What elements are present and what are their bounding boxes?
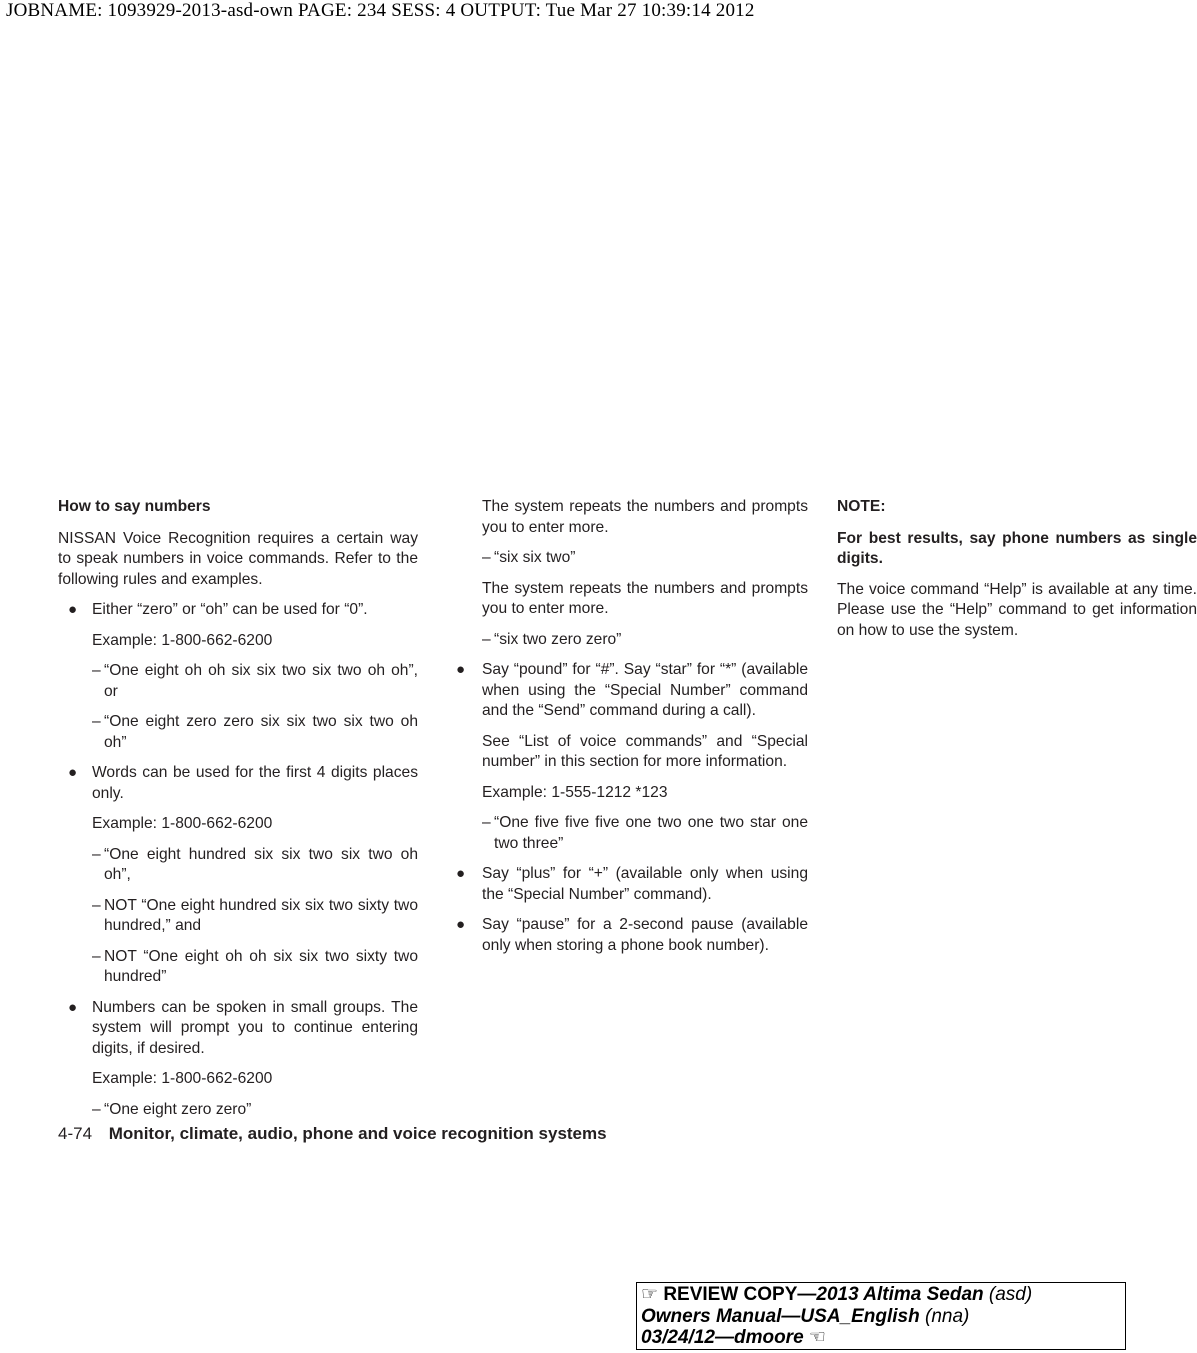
dash-item (58, 947, 418, 988)
dash-icon: – (482, 549, 491, 566)
dash-icon: – (482, 814, 491, 831)
bullet-icon: ● (68, 601, 78, 618)
paragraph: The system repeats the numbers and prompts you to enter more. (482, 498, 808, 536)
note-text: For best results, say phone numbers as single digits. (837, 529, 1197, 567)
dash-item (58, 712, 418, 753)
dash-item (58, 1100, 418, 1121)
section-heading: How to say numbers (58, 498, 211, 515)
dash-text: “One eight oh oh six six two six two oh oh”, or (104, 662, 418, 700)
bullet-icon: ● (68, 764, 78, 781)
model-code: (asd) (988, 1284, 1033, 1305)
vehicle-model: 2013 Altima Sedan (816, 1284, 984, 1305)
bullet-text: Say “plus” for “+” (available only when using the “Special Number” command). (482, 865, 808, 903)
paragraph: The system repeats the numbers and prompts you to enter more. (482, 579, 808, 617)
dash-item (58, 896, 418, 937)
dash-text: NOT “One eight oh oh six six two sixty two hundred” (104, 947, 418, 985)
paragraph: The voice command “Help” is available at any time. Please use the “Help” command to get information on how to use the system. (837, 580, 1197, 639)
dash-item (448, 630, 808, 651)
dash-icon: – (92, 713, 101, 730)
manual-name: Owners Manual—USA_English (641, 1305, 920, 1327)
dash-icon: – (92, 845, 101, 863)
bullet-text: Numbers can be spoken in small groups. The system will prompt you to continue entering digits, if desired. (92, 998, 418, 1057)
intro-paragraph: NISSAN Voice Recognition requires a certain way to speak numbers in voice commands. Refer to the following rules and examples. (58, 529, 418, 588)
bullet-text: Say “pound” for “#”. Say “star” for “*” (available when using the “Special Number” command and the “Send” command during a call). (482, 661, 808, 719)
example-line: Example: 1-555-1212 *123 (482, 783, 668, 801)
dash-text: “One five five five one two one two star one two three” (494, 814, 808, 852)
paragraph: See “List of voice commands” and “Special number” in this section for more information. (482, 732, 808, 770)
review-date-author: 03/24/12—dmoore (641, 1327, 804, 1348)
page-number: 4-74 (58, 1124, 93, 1143)
dash-text: “six two zero zero” (494, 630, 622, 648)
dash-item (448, 813, 808, 854)
bullet-item (448, 660, 808, 722)
review-label: REVIEW COPY— (663, 1284, 817, 1305)
bullet-icon: ● (456, 916, 466, 933)
dash-icon: – (92, 947, 101, 965)
dash-text: “One eight hundred six six two six two oh oh”, (104, 845, 418, 883)
bullet-item (58, 763, 418, 804)
dash-text: NOT “One eight hundred six six two sixty two hundred,” and (104, 896, 418, 934)
hand-pointer-icon: ☞ (641, 1284, 659, 1305)
bullet-icon: ● (456, 865, 466, 882)
example-line: Example: 1-800-662-6200 (92, 1070, 273, 1087)
bullet-item (58, 998, 418, 1060)
dash-text: “six six two” (494, 549, 576, 566)
review-copy-box (636, 1282, 1126, 1350)
example-line: Example: 1-800-662-6200 (92, 631, 273, 649)
page-footer (58, 1124, 607, 1144)
bullet-text: Say “pause” for a 2-second pause (available only when storing a phone book number). (482, 916, 808, 954)
review-line-2 (641, 1306, 1121, 1328)
bullet-icon: ● (456, 661, 466, 678)
chapter-title: Monitor, climate, audio, phone and voice recognition systems (108, 1124, 607, 1143)
dash-icon: – (92, 896, 101, 914)
dash-icon: – (92, 662, 101, 679)
dash-text: “One eight zero zero six six two six two oh oh” (104, 713, 418, 751)
bullet-item (448, 915, 808, 956)
column-1 (58, 497, 418, 1130)
hand-pointer-left-icon: ☜ (808, 1327, 826, 1348)
bullet-text: Either “zero” or “oh” can be used for “0”. (92, 601, 368, 618)
dash-item (448, 548, 808, 569)
review-line-1 (641, 1284, 1121, 1306)
dash-text: “One eight zero zero” (104, 1100, 252, 1118)
review-line-3 (641, 1327, 1121, 1349)
bullet-item (448, 864, 808, 905)
market-code: (nna) (925, 1305, 970, 1327)
bullet-icon: ● (68, 998, 78, 1016)
dash-icon: – (92, 1100, 101, 1118)
dash-item (58, 661, 418, 702)
note-label: NOTE: (837, 498, 886, 515)
job-header-line: JOBNAME: 1093929-2013-asd-own PAGE: 234 SESS: 4 OUTPUT: Tue Mar 27 10:39:14 2012 (6, 0, 755, 21)
column-3 (837, 497, 1197, 651)
dash-item (58, 845, 418, 886)
example-line: Example: 1-800-662-6200 (92, 815, 273, 832)
column-2 (448, 497, 808, 966)
dash-icon: – (482, 630, 491, 648)
bullet-text: Words can be used for the first 4 digits places only. (92, 764, 418, 802)
bullet-item (58, 600, 418, 621)
